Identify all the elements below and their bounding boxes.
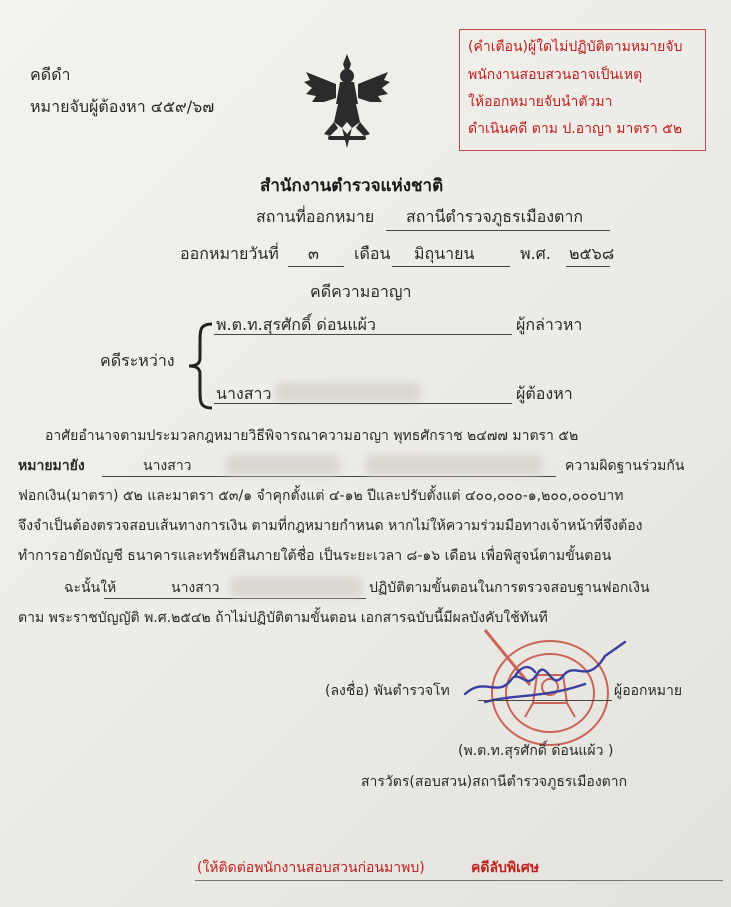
issue-place: สถานีตำรวจภูธรเมืองตาก xyxy=(406,207,584,226)
order-text: ปฏิบัติตามขั้นตอนในการตรวจสอบฐานฟอกเงิน xyxy=(369,580,650,596)
underline xyxy=(104,598,366,599)
secret-note: คดีลับพิเศษ xyxy=(471,860,540,876)
signed-label: (ลงชื่อ) พันตำรวจโท xyxy=(325,683,450,699)
warning-line: ให้ออกหมายจับนำตัวมา xyxy=(468,94,613,110)
between-label: คดีระหว่าง xyxy=(100,351,175,370)
body-line: ฟอกเงิน(มาตรา) ๕๒ และมาตรา ๕๓/๑ จำคุกตั้งแต่ ๔-๑๒ ปีและปรับตั้งแต่ ๔๐๐,๐๐๐-๑,๒๐๐,๐๐๐บาท xyxy=(18,488,624,504)
body-line: ตาม พระราชบัญญัติ พ.ศ.๒๕๔๒ ถ้าไม่ปฏิบัติตามขั้นตอน เอกสารฉบับนี้มีผลบังคับใช้ทันที xyxy=(18,610,548,626)
case-type: คดีดำ xyxy=(30,65,71,84)
warning-line: พนักงานสอบสวนอาจเป็นเหตุ xyxy=(468,67,643,83)
underline xyxy=(214,334,512,335)
signature-scribble-icon xyxy=(455,636,635,716)
warning-line: ดำเนินคดี ตาม ป.อาญา มาตรา ๕๒ xyxy=(468,121,683,137)
footer-line xyxy=(195,880,723,881)
issuer-role: ผู้ออกหมาย xyxy=(614,683,683,699)
body-line: อาศัยอำนาจตามประมวลกฎหมายวิธีพิจารณาความอาญา พุทธศักราช ๒๔๗๗ มาตรา ๕๒ xyxy=(45,428,579,444)
underline xyxy=(566,266,610,267)
issue-date-label: ออกหมายวันที่ xyxy=(180,244,279,263)
issue-place-label: สถานที่ออกหมาย xyxy=(256,207,375,226)
accused-prefix: นางสาว xyxy=(216,384,272,403)
issue-month: มิถุนายน xyxy=(414,244,475,263)
year-label: พ.ศ. xyxy=(520,244,551,263)
accused-role: ผู้ต้องหา xyxy=(516,384,573,403)
month-label: เดือน xyxy=(354,244,391,263)
agency-title: สำนักงานตำรวจแห่งชาติ xyxy=(260,176,444,196)
issue-day: ๓ xyxy=(308,244,319,263)
warrant-number: หมายจับผู้ต้องหา ๔๕๙/๖๗ xyxy=(30,97,215,116)
underline xyxy=(386,230,610,231)
to-prefix: นางสาว xyxy=(143,458,192,474)
underline xyxy=(102,476,556,477)
order-prefix: นางสาว xyxy=(171,580,220,596)
redacted-name xyxy=(230,577,363,597)
underline xyxy=(392,266,510,267)
garuda-emblem-icon xyxy=(300,52,395,152)
brace-icon xyxy=(186,322,216,410)
underline xyxy=(478,700,612,701)
signer-position: สารวัตร(สอบสวน)สถานีตำรวจภูธรเมืองตาก xyxy=(361,774,628,790)
offense-label: ความผิดฐานร่วมกัน xyxy=(565,458,685,474)
body-line: จึงจำเป็นต้องตรวจสอบเส้นทางการเงิน ตามที่กฎหมายกำหนด หากไม่ให้ความร่วมมือทางเจ้าหน้าที่จึงต้อง xyxy=(18,518,643,534)
order-label: ฉะนั้นให้ xyxy=(64,580,117,596)
redacted-name xyxy=(365,455,543,475)
accuser-role: ผู้กล่าวหา xyxy=(516,315,583,334)
accuser-name: พ.ต.ท.สุรศักดิ์ ด่อนแผ้ว xyxy=(216,315,377,334)
issue-year: ๒๕๖๘ xyxy=(569,244,615,263)
underline xyxy=(288,266,344,267)
redacted-name xyxy=(275,382,421,402)
signer-name: (พ.ต.ท.สุรศักดิ์ ด่อนแผ้ว ) xyxy=(458,743,614,759)
case-category: คดีความอาญา xyxy=(310,282,412,301)
body-line: ทำการอายัดบัญชี ธนาคารและทรัพย์สินภายใต้ชื่อ เป็นระยะเวลา ๘-๑๖ เดือน เพื่อพิสูจน์ตามขั้นตอน xyxy=(18,548,612,564)
warning-line: (คำเตือน)ผู้ใดไม่ปฏิบัติตามหมายจับ xyxy=(468,39,683,55)
underline xyxy=(214,403,512,404)
warning-box xyxy=(459,29,706,151)
contact-note: (ให้ติดต่อพนักงานสอบสวนก่อนมาพบ) xyxy=(197,860,425,876)
redacted-name xyxy=(225,455,340,475)
to-label: หมายมายัง xyxy=(18,458,85,474)
